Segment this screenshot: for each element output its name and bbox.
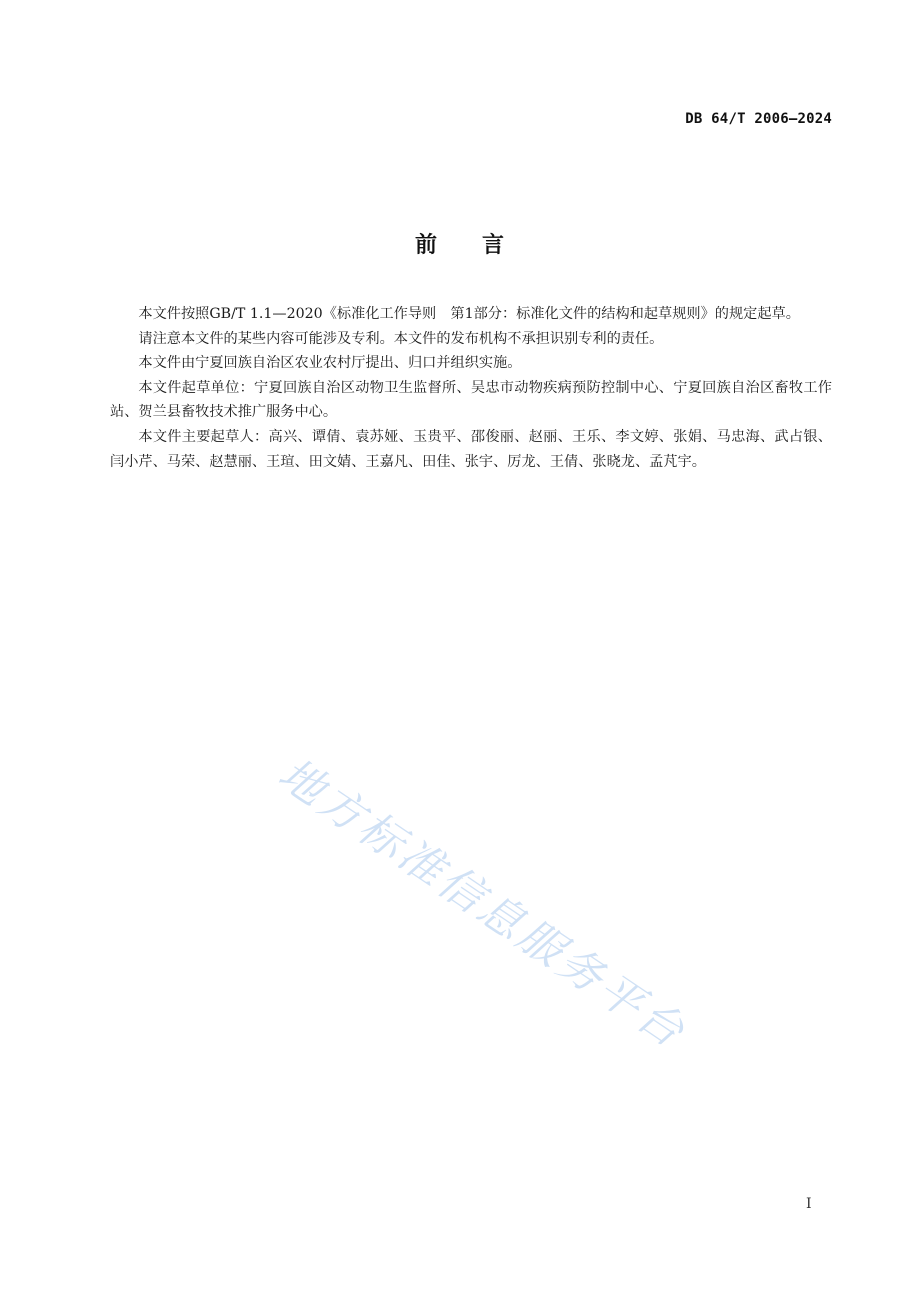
paragraph-drafting-basis: 本文件按照GB/T 1.1—2020《标准化工作导则 第1部分：标准化文件的结构和起草规则》的规定起草。 — [138, 306, 800, 322]
title-char-2: 言 — [482, 233, 506, 258]
paragraph-proposer: 本文件由宁夏回族自治区农业农村厅提出、归口并组织实施。 — [138, 355, 522, 372]
paragraph-drafters: 本文件主要起草人：高兴、谭倩、袁苏娅、玉贵平、邵俊丽、赵丽、王乐、李文婷、张娟、马忠海、武占银、闫小芹、马荣、赵慧丽、王瑄、田文婧、王嘉凡、田佳、张宇、厉龙、王倩、张晓龙、孟芃宇。 — [110, 428, 832, 470]
preface-body — [110, 302, 832, 474]
page-title — [0, 228, 920, 259]
document-code: DB 64/T 2006—2024 — [685, 111, 832, 127]
watermark: 地方标准信息服务平台 — [269, 748, 696, 1060]
page-number: I — [806, 1196, 812, 1212]
paragraph-drafting-units: 本文件起草单位：宁夏回族自治区动物卫生监督所、吴忠市动物疾病预防控制中心、宁夏回族自治区畜牧工作站、贺兰县畜牧技术推广服务中心。 — [110, 379, 832, 421]
paragraph-patent-notice: 请注意本文件的某些内容可能涉及专利。本文件的发布机构不承担识别专利的责任。 — [138, 330, 664, 347]
title-char-1: 前 — [414, 233, 438, 258]
